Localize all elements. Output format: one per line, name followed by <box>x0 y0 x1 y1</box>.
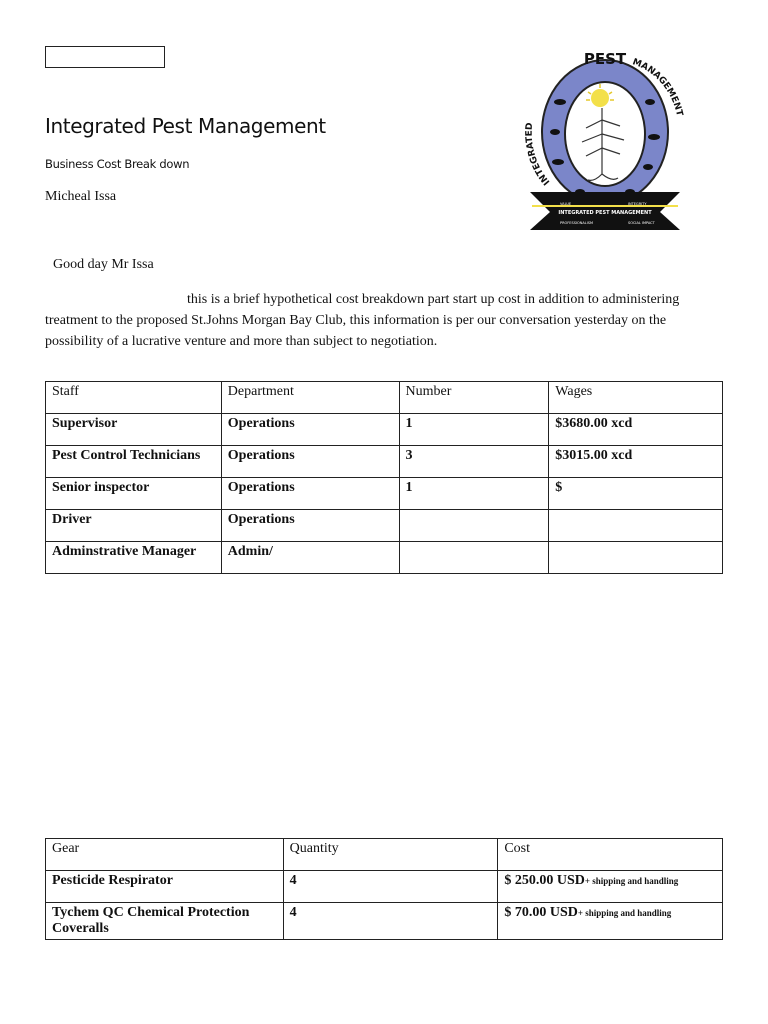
table-cell: Operations <box>221 446 399 478</box>
empty-text-box <box>45 46 165 68</box>
svg-text:INTEGRATED: INTEGRATED <box>524 122 553 187</box>
table-cell: Adminstrative Manager <box>46 542 222 574</box>
letter-line-3: possibility of a lucrative venture and more than subject to negotiation. <box>45 334 438 349</box>
greeting-text: Good day Mr Issa <box>53 257 154 272</box>
svg-text:PEST: PEST <box>583 50 627 68</box>
table-cell: Operations <box>221 414 399 446</box>
table-cell <box>549 510 723 542</box>
table-cell <box>399 510 549 542</box>
table-cell: Admin/ <box>221 542 399 574</box>
table-row <box>46 903 723 940</box>
svg-text:INTEGRITY: INTEGRITY <box>628 202 647 206</box>
column-header: Wages <box>549 382 723 414</box>
table-cell: $3015.00 xcd <box>549 446 723 478</box>
table-cell: Operations <box>221 510 399 542</box>
shipping-note: + shipping and handling <box>577 908 672 918</box>
column-header: Staff <box>46 382 222 414</box>
svg-text:PROFESSIONALISM: PROFESSIONALISM <box>560 221 593 225</box>
table-cell: Pest Control Technicians <box>46 446 222 478</box>
letter-line-2: treatment to the proposed St.Johns Morgan Bay Club, this information is per our conversation yesterday on the <box>45 313 667 328</box>
document-title: Integrated Pest Management <box>45 114 326 138</box>
company-logo <box>520 42 690 232</box>
svg-text:MANAGEMENT: MANAGEMENT <box>630 57 685 118</box>
table-row <box>46 446 723 478</box>
table-cell: 4 <box>283 903 498 940</box>
table-row <box>46 871 723 903</box>
column-header: Gear <box>46 839 284 871</box>
table-cell: Supervisor <box>46 414 222 446</box>
table-cell: 1 <box>399 414 549 446</box>
shipping-note: + shipping and handling <box>584 876 679 886</box>
letter-body <box>45 289 725 352</box>
table-cell: $3680.00 xcd <box>549 414 723 446</box>
table-cell: Operations <box>221 478 399 510</box>
table-cell <box>399 542 549 574</box>
column-header: Department <box>221 382 399 414</box>
svg-text:VALUE: VALUE <box>560 202 572 206</box>
table-cell: Tychem QC Chemical Protection Coveralls <box>46 903 284 940</box>
table-cell: Driver <box>46 510 222 542</box>
table-header-row <box>46 839 723 871</box>
column-header: Cost <box>498 839 723 871</box>
table-header-row <box>46 382 723 414</box>
table-row <box>46 414 723 446</box>
recipient-name: Micheal Issa <box>45 189 117 204</box>
cost-value: $ 250.00 USD <box>504 873 585 888</box>
table-cell: Pesticide Respirator <box>46 871 284 903</box>
table-cell: 1 <box>399 478 549 510</box>
column-header: Number <box>399 382 549 414</box>
table-cell <box>498 871 723 903</box>
table-row <box>46 510 723 542</box>
column-header: Quantity <box>283 839 498 871</box>
table-row <box>46 542 723 574</box>
table-row <box>46 478 723 510</box>
table-cell <box>549 542 723 574</box>
table-cell: 4 <box>283 871 498 903</box>
table-cell: Senior inspector <box>46 478 222 510</box>
table-cell: $ <box>549 478 723 510</box>
svg-text:INTEGRATED PEST MANAGEMENT: INTEGRATED PEST MANAGEMENT <box>558 210 652 216</box>
table-cell: 3 <box>399 446 549 478</box>
letter-line-1: this is a brief hypothetical cost breakdown part start up cost in addition to administering <box>187 292 680 307</box>
svg-text:SOCIAL IMPACT: SOCIAL IMPACT <box>628 221 655 225</box>
staff-table <box>45 381 723 574</box>
table-cell <box>498 903 723 940</box>
cost-value: $ 70.00 USD <box>504 905 578 920</box>
gear-table <box>45 838 723 940</box>
document-subtitle: Business Cost Break down <box>45 157 190 171</box>
